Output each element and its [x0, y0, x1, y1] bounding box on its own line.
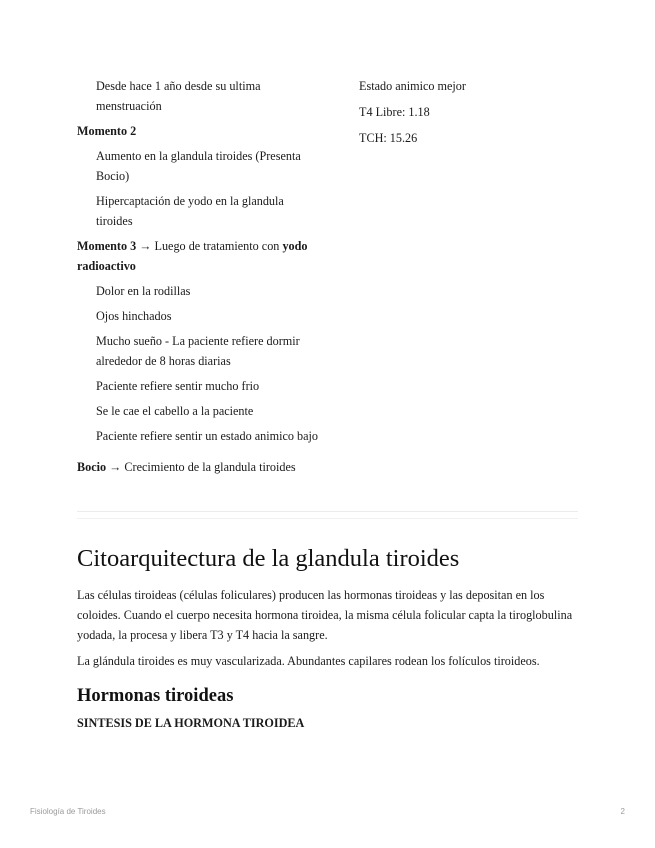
right-column: [359, 76, 579, 154]
list-item: Se le cae el cabello a la paciente: [96, 404, 254, 418]
list-item: Paciente refiere sentir mucho frio: [96, 379, 260, 393]
momento-3-rest: → Luego de tratamiento con: [136, 239, 283, 253]
subsubsection-title: SINTESIS DE LA HORMONA TIROIDEA: [77, 716, 305, 730]
page-number: 2: [620, 807, 625, 816]
list-item: Dolor en la rodillas: [96, 284, 191, 298]
momento-3-label: Momento 3: [77, 239, 137, 253]
subsection-title: Hormonas tiroideas: [77, 686, 234, 706]
bocio-rest: → Crecimiento de la glandula tiroides: [106, 460, 296, 474]
list-item: Ojos hinchados: [96, 309, 172, 323]
divider: [77, 511, 578, 512]
section-title: Citoarquitectura de la glandula tiroides: [77, 545, 460, 572]
main-section: [77, 542, 582, 733]
momento-3-bold-tail: yodo radioactivo: [77, 239, 308, 273]
right-line: TCH: 15.26: [359, 131, 418, 145]
momento-2-label: Momento 2: [77, 124, 137, 138]
list-item: Mucho sueño - La paciente refiere dormir alrededor de 8 horas diarias: [96, 334, 300, 368]
left-column: [77, 76, 322, 477]
footer-title: Fisiología de Tiroides: [30, 807, 106, 816]
divider: [77, 518, 578, 519]
list-item: Hipercaptación de yodo en la glandula tiroides: [96, 194, 284, 228]
momento-3-heading: [77, 236, 322, 276]
paragraph: La glándula tiroides es muy vascularizada. Abundantes capilares rodean los folículos tiroideos.: [77, 654, 540, 668]
list-item: Desde hace 1 año desde su ultima menstruación: [96, 79, 261, 113]
paragraph: Las células tiroideas (células foliculares) producen las hormonas tiroideas y las depositan en los coloides. Cuando el cuerpo necesita hormona tiroidea, la misma célula folicular capta la tiroglobulina yodada, la procesa y libera T3 y T4 hacia la sangre.: [77, 588, 573, 642]
list-item: Aumento en la glandula tiroides (Presenta Bocio): [96, 149, 301, 183]
bocio-definition: [77, 457, 322, 477]
momento-2-heading: [77, 121, 322, 141]
right-line: T4 Libre: 1.18: [359, 105, 430, 119]
list-item: Paciente refiere sentir un estado animico bajo: [96, 429, 318, 443]
bocio-label: Bocio: [77, 460, 107, 474]
right-line: Estado animico mejor: [359, 79, 466, 93]
